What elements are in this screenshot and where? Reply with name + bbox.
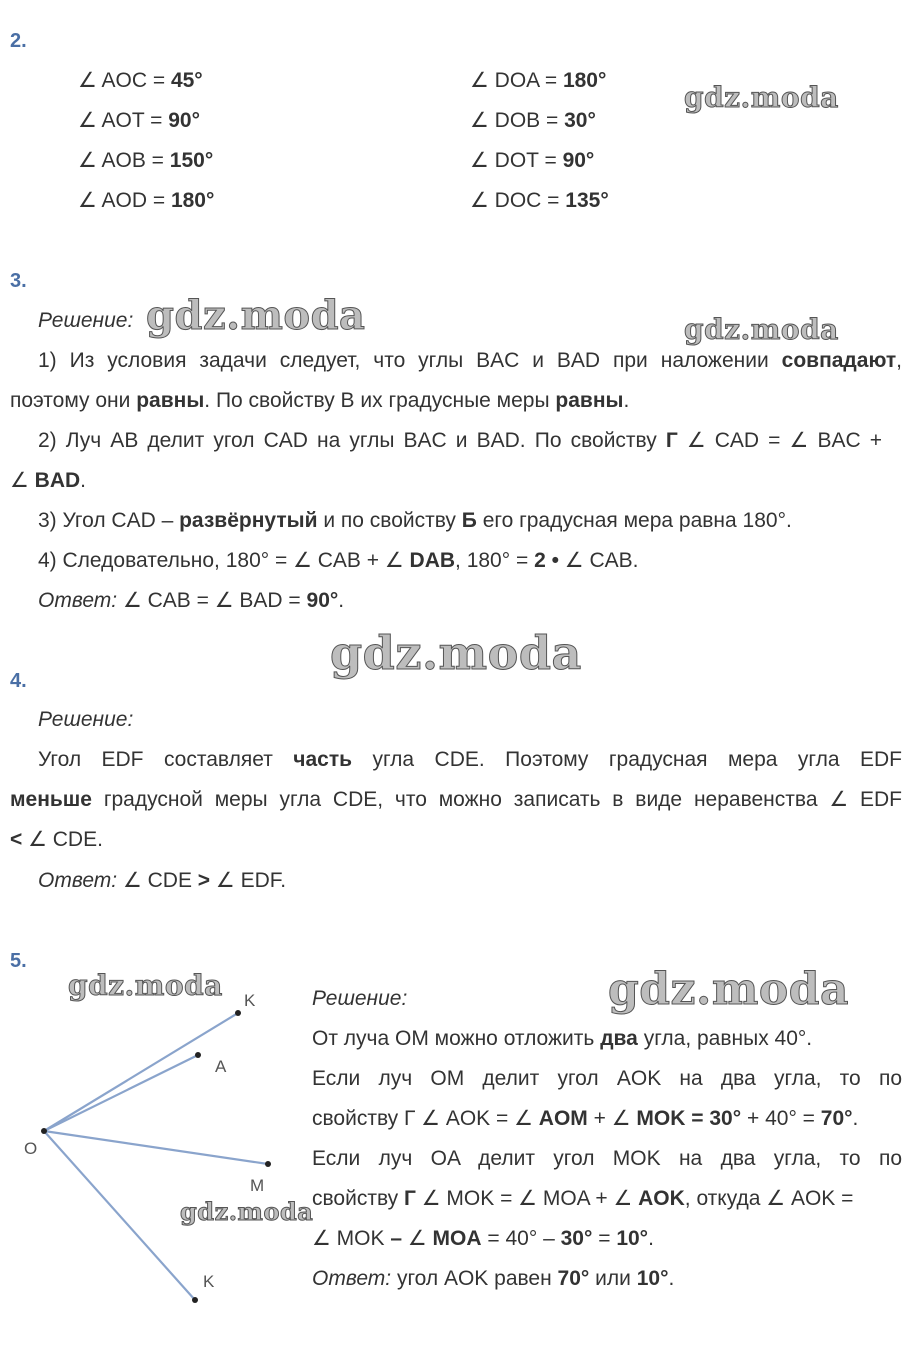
- point-m: [265, 1161, 271, 1167]
- q5-text-3: свойству Г ∠ AOK = ∠ AOM + ∠ MOK = 30° + 40° = 70°.: [312, 1107, 859, 1130]
- q3-step-2-cont: ∠ BAD.: [10, 469, 87, 492]
- q2-left-row: ∠ AOC = 45°: [78, 69, 203, 92]
- watermark: gdz.moda: [608, 964, 850, 1015]
- q5-solution-label: Решение:: [312, 987, 408, 1010]
- label-m: M: [250, 1176, 265, 1195]
- watermark: gdz.moda: [330, 626, 582, 680]
- point-o: [41, 1128, 47, 1134]
- watermark: gdz.moda: [684, 81, 839, 114]
- q3-step-1: 1) Из условия задачи следует, что углы BAC и BAD при наложении совпадают,: [38, 349, 902, 372]
- ray-ok-bottom: [44, 1131, 195, 1300]
- ray-om: [44, 1131, 268, 1164]
- question-number-5: 5.: [10, 950, 27, 972]
- q3-step-3: 3) Угол CAD – развёрнутый и по свойству Б его градусная мера равна 180°.: [38, 509, 792, 532]
- q5-answer: Ответ: угол AOK равен 70° или 10°.: [312, 1267, 675, 1290]
- q5-text-2: Если луч OM делит угол AOK на два угла, то по: [312, 1067, 902, 1090]
- watermark: gdz.moda: [180, 1197, 314, 1226]
- q5-text-4: Если луч OA делит угол MOK на два угла, то по: [312, 1147, 902, 1170]
- q4-line-1: Угол EDF составляет часть угла CDE. Поэтому градусная мера угла EDF: [38, 748, 902, 771]
- q3-step-4: 4) Следовательно, 180° = ∠ CAB + ∠ DAB, 180° = 2 • ∠ CAB.: [38, 549, 639, 572]
- q3-step-1-cont: поэтому они равны. По свойству В их градусные меры равны.: [10, 389, 630, 412]
- q4-solution-label: Решение:: [38, 708, 134, 731]
- label-a: A: [215, 1057, 227, 1076]
- question-number-3: 3.: [10, 270, 27, 292]
- q4-line-2: меньше градусной меры угла CDE, что можно записать в виде неравенства ∠ EDF: [10, 788, 902, 811]
- q5-text-1: От луча OM можно отложить два угла, равных 40°.: [312, 1027, 813, 1050]
- q3-step-2: 2) Луч AB делит угол CAD на углы BAC и BAD. По свойству Г ∠ CAD = ∠ BAC +: [38, 429, 882, 452]
- q5-text-5: свойству Г ∠ MOK = ∠ MOA + ∠ AOK, откуда ∠ AOK =: [312, 1187, 854, 1210]
- point-k-bottom: [192, 1297, 198, 1303]
- q2-right-row: ∠ DOC = 135°: [470, 189, 609, 212]
- q2-left-row: ∠ AOB = 150°: [78, 149, 214, 172]
- label-k-bottom: K: [203, 1272, 215, 1291]
- point-a: [195, 1052, 201, 1058]
- question-number-4: 4.: [10, 670, 27, 692]
- watermark: gdz.moda: [146, 292, 366, 339]
- q2-right-row: ∠ DOB = 30°: [470, 109, 596, 132]
- ray-oa: [44, 1055, 198, 1131]
- q4-answer: Ответ: ∠ CDE > ∠ EDF.: [38, 869, 287, 892]
- label-o: O: [24, 1139, 38, 1158]
- point-k-top: [235, 1010, 241, 1016]
- ray-ok-top: [44, 1013, 238, 1131]
- watermark: gdz.moda: [68, 969, 223, 1002]
- q2-left-row: ∠ AOT = 90°: [78, 109, 200, 132]
- q5-text-6: ∠ MOK – ∠ MOA = 40° – 30° = 10°.: [312, 1227, 654, 1250]
- q2-right-row: ∠ DOT = 90°: [470, 149, 595, 172]
- q3-solution-label: Решение:: [38, 309, 134, 332]
- q4-line-3: < ∠ CDE.: [10, 828, 103, 851]
- label-k-top: K: [244, 991, 256, 1010]
- figure-rays: [44, 1013, 268, 1300]
- question-number-2: 2.: [10, 30, 27, 52]
- watermark: gdz.moda: [684, 313, 839, 346]
- q2-left-row: ∠ AOD = 180°: [78, 189, 215, 212]
- q2-right-row: ∠ DOA = 180°: [470, 69, 607, 92]
- q3-answer: Ответ: ∠ CAB = ∠ BAD = 90°.: [38, 589, 345, 612]
